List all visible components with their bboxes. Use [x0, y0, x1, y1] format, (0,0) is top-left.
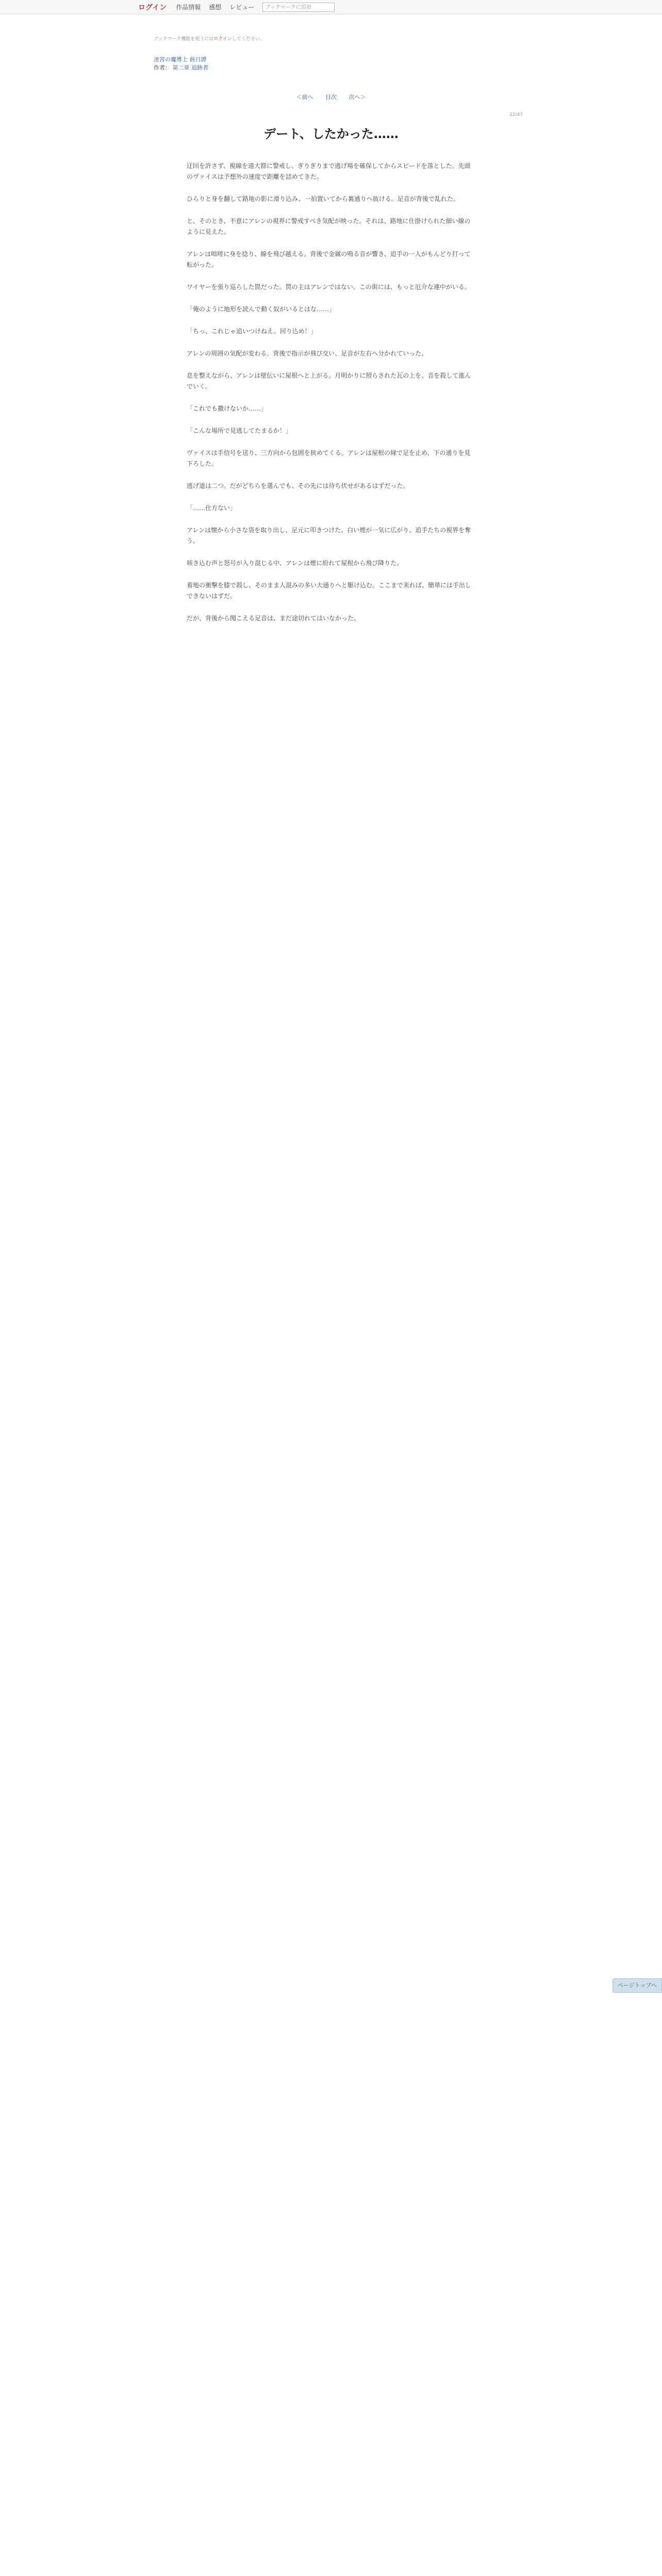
nav-link-info[interactable]: 作品情報 — [176, 4, 201, 11]
paragraph: 息を整えながら、アレンは壁伝いに屋根へと上がる。月明かりに照らされた瓦の上を、音を殺して進んでいく。 — [187, 372, 471, 390]
paragraph: アレンの周囲の気配が変わる。背後で指示が飛び交い、足音が左右へ分かれていった。 — [187, 350, 428, 357]
novel-body — [187, 161, 475, 635]
login-note-prefix: ブックマーク機能を使うには — [154, 37, 214, 42]
paragraph: 「……仕方ない」 — [187, 504, 237, 512]
paragraph: アレンは咄嗟に身を捻り、線を飛び越える。背後で金属の鳴る音が響き、追手の一人がもんどり打って転がった。 — [187, 250, 471, 268]
nav-link-review[interactable]: レビュー — [229, 4, 255, 11]
paragraph: 「こんな場所で見逃してたまるか！」 — [187, 427, 292, 434]
paragraph: ヴァイスは手信号を送り、三方向から包囲を狭めてくる。アレンは屋根の縁で足を止め、下の通りを見下ろした。 — [187, 449, 471, 467]
paragraph: 逃げ道は二つ。だがどちらを選んでも、その先には待ち伏せがあるはずだった。 — [187, 482, 409, 489]
paragraph: ひらりと身を翻して路地の影に滑り込み、一拍置いてから裏通りへ抜ける。足音が背後で乱れた。 — [187, 195, 459, 202]
paragraph: 着地の衝撃を膝で殺し、そのまま人混みの多い大通りへと駆け込む。ここまで来れば、簡単には手出しできないはずだ。 — [187, 582, 472, 600]
top-navigation-bar — [0, 0, 662, 14]
pager — [0, 93, 662, 101]
index-link[interactable]: 目次 — [325, 94, 337, 100]
paragraph: 迂回を許さず、視線を遠大群に警戒し、ぎりぎりまで逃げ場を確保してからスピードを落とした。先頭のヴァイスは予想外の速度で距離を詰めてきた。 — [187, 162, 471, 180]
paragraph: アレンは懐から小さな袋を取り出し、足元に叩きつけた。白い煙が一気に広がり、追手たちの視界を奪う。 — [187, 527, 471, 545]
paragraph: 「ちっ、これじゃ追いつけねえ。回り込め！」 — [187, 328, 317, 335]
chapter-title: デート、したかった…… — [263, 127, 399, 141]
paragraph: と、そのとき、不意にアレンの視界に警戒すべき気配が映った。それは、路地に仕掛けられた細い線のように見えた。 — [187, 217, 471, 235]
site-logo[interactable]: ログイン — [138, 3, 167, 12]
paragraph: 「俺のように地形を読んで動く奴がいるとはな……」 — [187, 306, 336, 313]
paragraph: 咳き込む声と怒号が入り混じる中、アレンは煙に紛れて屋根から飛び降りた。 — [187, 560, 403, 567]
next-link[interactable]: 次へ＞ — [349, 94, 366, 100]
prev-link[interactable]: ＜前へ — [296, 94, 313, 100]
series-link[interactable]: 迷宮の魔導士 前日譚 — [154, 56, 207, 63]
bookmark-button[interactable]: ブックマークに追加 — [262, 3, 335, 12]
login-note — [154, 35, 264, 42]
chapter-link[interactable]: 第二章 追跡者 — [172, 64, 208, 71]
login-link[interactable]: ログイン — [213, 37, 232, 42]
novel-header — [154, 56, 208, 72]
page-top-button[interactable]: ページトップへ — [613, 1978, 662, 1993]
login-note-suffix: してください。 — [231, 37, 264, 42]
paragraph: だが、背後から聞こえる足音は、まだ途切れてはいなかった。 — [187, 615, 360, 622]
nav-link-reviews[interactable]: 感想 — [209, 4, 222, 11]
page-count: 22/47 — [509, 112, 523, 117]
author-label: 作者： — [154, 64, 171, 71]
paragraph: 「これでも撒けないか……」 — [187, 405, 268, 412]
paragraph: ワイヤーを張り巡らした罠だった。罠の主はアレンではない。この街には、もっと厄介な連中がいる。 — [187, 283, 471, 291]
